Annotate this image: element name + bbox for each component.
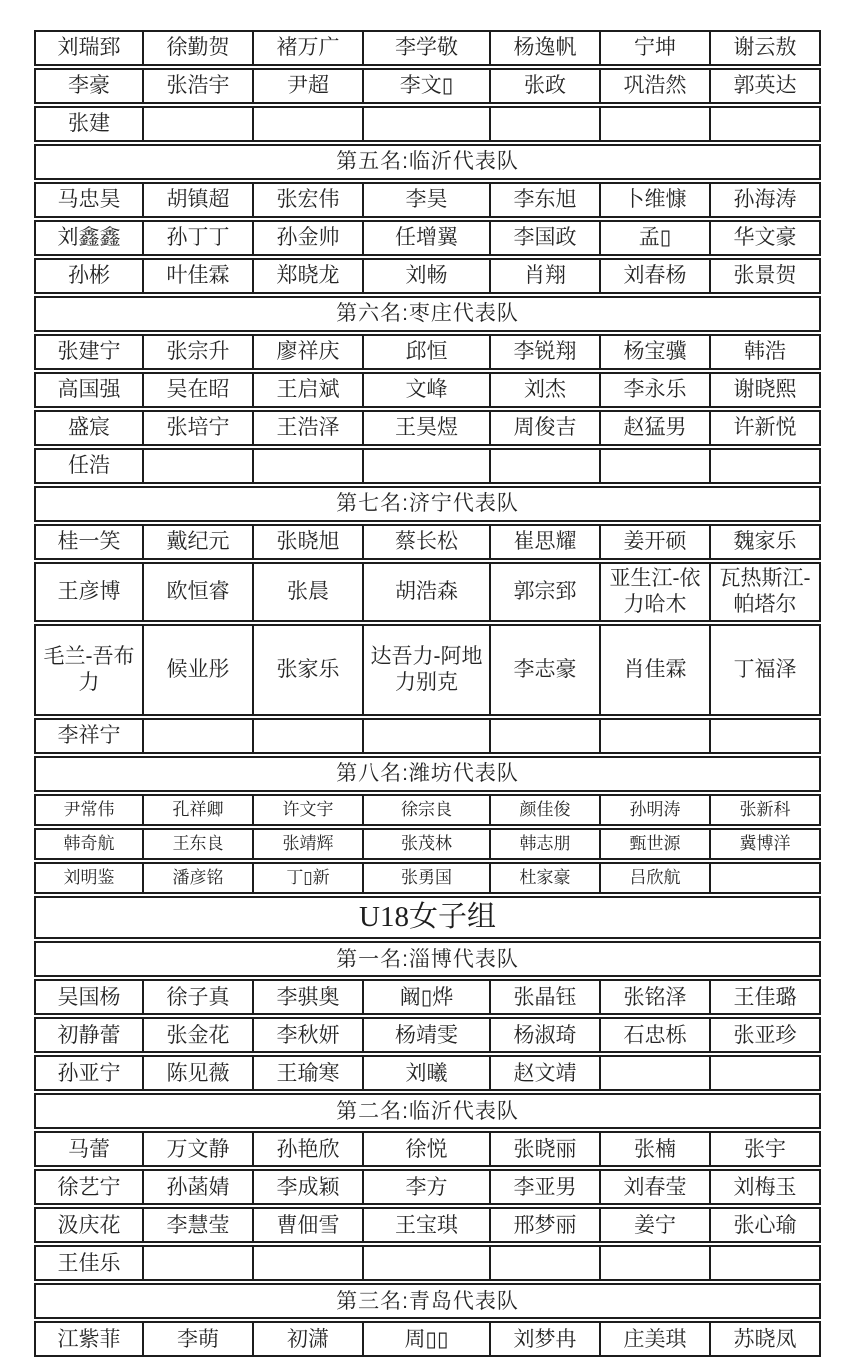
name-cell: 桂一笑 — [34, 524, 144, 560]
section-header-row — [34, 1283, 821, 1319]
name-cell: 李昊 — [364, 182, 491, 218]
name-cell: 徐宗良 — [364, 794, 491, 826]
section-title: 第八名:潍坊代表队 — [34, 756, 821, 792]
empty-cell — [144, 718, 254, 754]
name-cell: 初静蕾 — [34, 1017, 144, 1053]
name-cell: 廖祥庆 — [254, 334, 364, 370]
section-header-row — [34, 941, 821, 977]
section-header-row — [34, 144, 821, 180]
empty-cell — [711, 448, 821, 484]
name-cell: 李豪 — [34, 68, 144, 104]
name-cell: 刘鑫鑫 — [34, 220, 144, 256]
section-title: 第七名:济宁代表队 — [34, 486, 821, 522]
name-cell: 王彦博 — [34, 562, 144, 622]
section-title: 第二名:临沂代表队 — [34, 1093, 821, 1129]
name-cell: 李东旭 — [491, 182, 601, 218]
name-cell: 谢晓熙 — [711, 372, 821, 408]
name-cell: 魏家乐 — [711, 524, 821, 560]
name-cell: 张新科 — [711, 794, 821, 826]
group-title: U18女子组 — [34, 896, 821, 939]
name-cell: 汲庆花 — [34, 1207, 144, 1243]
table-row — [34, 106, 821, 142]
name-cell: 刘梅玉 — [711, 1169, 821, 1205]
name-cell: 李锐翔 — [491, 334, 601, 370]
name-cell: 李志豪 — [491, 624, 601, 716]
empty-cell — [254, 718, 364, 754]
name-cell: 吕欣航 — [601, 862, 711, 894]
name-cell: 李方 — [364, 1169, 491, 1205]
name-cell: 华文豪 — [711, 220, 821, 256]
name-cell: 欧恒睿 — [144, 562, 254, 622]
table-row — [34, 1207, 821, 1243]
table-row — [34, 794, 821, 826]
name-cell: 孙亚宁 — [34, 1055, 144, 1091]
name-cell: 徐悦 — [364, 1131, 491, 1167]
name-cell: 瓦热斯江-帕塔尔 — [711, 562, 821, 622]
name-cell: 李永乐 — [601, 372, 711, 408]
name-cell: 杨靖雯 — [364, 1017, 491, 1053]
name-cell: 周俊吉 — [491, 410, 601, 446]
empty-cell — [364, 448, 491, 484]
name-cell: 张亚珍 — [711, 1017, 821, 1053]
name-cell: 张铭泽 — [601, 979, 711, 1015]
table-row — [34, 372, 821, 408]
name-cell: 孙彬 — [34, 258, 144, 294]
name-cell: 周▯▯ — [364, 1321, 491, 1357]
name-cell: 李国政 — [491, 220, 601, 256]
name-cell: 任增翼 — [364, 220, 491, 256]
empty-cell — [254, 106, 364, 142]
section-title: 第一名:淄博代表队 — [34, 941, 821, 977]
table-row — [34, 718, 821, 754]
section-header-row — [34, 1093, 821, 1129]
name-cell: 韩奇航 — [34, 828, 144, 860]
name-cell: 赵猛男 — [601, 410, 711, 446]
name-cell: 刘瑞郅 — [34, 30, 144, 66]
name-cell: 徐子真 — [144, 979, 254, 1015]
table-row — [34, 448, 821, 484]
name-cell: 韩浩 — [711, 334, 821, 370]
name-cell: 胡镇超 — [144, 182, 254, 218]
name-cell: 张晨 — [254, 562, 364, 622]
name-cell: 孙艳欣 — [254, 1131, 364, 1167]
empty-cell — [711, 1055, 821, 1091]
table-row — [34, 828, 821, 860]
table-row — [34, 1131, 821, 1167]
name-cell: 张宏伟 — [254, 182, 364, 218]
name-cell: 邱恒 — [364, 334, 491, 370]
empty-cell — [601, 1245, 711, 1281]
name-cell: 崔思耀 — [491, 524, 601, 560]
name-cell: 王东良 — [144, 828, 254, 860]
name-cell: 颜佳俊 — [491, 794, 601, 826]
name-cell: 刘春莹 — [601, 1169, 711, 1205]
section-title: 第五名:临沂代表队 — [34, 144, 821, 180]
name-cell: 王宝琪 — [364, 1207, 491, 1243]
name-cell: 盛宸 — [34, 410, 144, 446]
empty-cell — [711, 718, 821, 754]
name-cell: 张景贺 — [711, 258, 821, 294]
name-cell: 达吾力-阿地力别克 — [364, 624, 491, 716]
name-cell: 张建宁 — [34, 334, 144, 370]
name-cell: 褚万广 — [254, 30, 364, 66]
name-cell: 赵文靖 — [491, 1055, 601, 1091]
name-cell: 孔祥卿 — [144, 794, 254, 826]
name-cell: 李文▯ — [364, 68, 491, 104]
name-cell: 刘明鉴 — [34, 862, 144, 894]
name-cell: 张建 — [34, 106, 144, 142]
name-cell: 戴纪元 — [144, 524, 254, 560]
name-cell: 李骐奥 — [254, 979, 364, 1015]
name-cell: 王佳璐 — [711, 979, 821, 1015]
name-cell: 张心瑜 — [711, 1207, 821, 1243]
name-cell: 宁坤 — [601, 30, 711, 66]
name-cell: 张晓旭 — [254, 524, 364, 560]
name-cell: 姜开硕 — [601, 524, 711, 560]
table-row — [34, 1245, 821, 1281]
table-row — [34, 1055, 821, 1091]
roster-table-body — [34, 30, 821, 1357]
empty-cell — [364, 718, 491, 754]
name-cell: 亚生江-依力哈木 — [601, 562, 711, 622]
empty-cell — [364, 106, 491, 142]
name-cell: 王浩泽 — [254, 410, 364, 446]
name-cell: 孙丁丁 — [144, 220, 254, 256]
empty-cell — [491, 1245, 601, 1281]
name-cell: 肖翔 — [491, 258, 601, 294]
name-cell: 庄美琪 — [601, 1321, 711, 1357]
table-row — [34, 979, 821, 1015]
empty-cell — [144, 1245, 254, 1281]
name-cell: 王启斌 — [254, 372, 364, 408]
name-cell: 王昊煜 — [364, 410, 491, 446]
name-cell: 李学敬 — [364, 30, 491, 66]
name-cell: 石忠栎 — [601, 1017, 711, 1053]
table-row — [34, 624, 821, 716]
section-header-row — [34, 756, 821, 792]
name-cell: 苏晓凤 — [711, 1321, 821, 1357]
name-cell: 刘杰 — [491, 372, 601, 408]
section-title: 第三名:青岛代表队 — [34, 1283, 821, 1319]
table-row — [34, 1321, 821, 1357]
name-cell: 刘曦 — [364, 1055, 491, 1091]
name-cell: 郭英达 — [711, 68, 821, 104]
name-cell: 张浩宇 — [144, 68, 254, 104]
empty-cell — [711, 862, 821, 894]
table-row — [34, 30, 821, 66]
name-cell: 姜宁 — [601, 1207, 711, 1243]
name-cell: 冀博洋 — [711, 828, 821, 860]
empty-cell — [144, 106, 254, 142]
name-cell: 潘彦铭 — [144, 862, 254, 894]
name-cell: 江紫菲 — [34, 1321, 144, 1357]
name-cell: 郑晓龙 — [254, 258, 364, 294]
name-cell: 孙海涛 — [711, 182, 821, 218]
name-cell: 李慧莹 — [144, 1207, 254, 1243]
name-cell: 孙明涛 — [601, 794, 711, 826]
name-cell: 李秋妍 — [254, 1017, 364, 1053]
name-cell: 孙菡婧 — [144, 1169, 254, 1205]
name-cell: 文峰 — [364, 372, 491, 408]
roster-table — [34, 28, 821, 1359]
name-cell: 张靖辉 — [254, 828, 364, 860]
name-cell: 张晶钰 — [491, 979, 601, 1015]
table-row — [34, 220, 821, 256]
name-cell: 徐勤贺 — [144, 30, 254, 66]
name-cell: 孟▯ — [601, 220, 711, 256]
name-cell: 邢梦丽 — [491, 1207, 601, 1243]
name-cell: 叶佳霖 — [144, 258, 254, 294]
name-cell: 肖佳霖 — [601, 624, 711, 716]
empty-cell — [601, 718, 711, 754]
name-cell: 张家乐 — [254, 624, 364, 716]
name-cell: 尹超 — [254, 68, 364, 104]
name-cell: 张晓丽 — [491, 1131, 601, 1167]
empty-cell — [711, 1245, 821, 1281]
empty-cell — [254, 448, 364, 484]
name-cell: 吴国杨 — [34, 979, 144, 1015]
table-row — [34, 524, 821, 560]
name-cell: 马忠昊 — [34, 182, 144, 218]
name-cell: 曹佃雪 — [254, 1207, 364, 1243]
name-cell: 刘梦冉 — [491, 1321, 601, 1357]
name-cell: 张金花 — [144, 1017, 254, 1053]
name-cell: 许新悦 — [711, 410, 821, 446]
name-cell: 张政 — [491, 68, 601, 104]
empty-cell — [601, 106, 711, 142]
name-cell: 陈见薇 — [144, 1055, 254, 1091]
empty-cell — [491, 448, 601, 484]
name-cell: 李萌 — [144, 1321, 254, 1357]
name-cell: 谢云敖 — [711, 30, 821, 66]
name-cell: 郭宗郅 — [491, 562, 601, 622]
name-cell: 张宗升 — [144, 334, 254, 370]
name-cell: 杨逸帆 — [491, 30, 601, 66]
name-cell: 张楠 — [601, 1131, 711, 1167]
name-cell: 杨淑琦 — [491, 1017, 601, 1053]
name-cell: 韩志朋 — [491, 828, 601, 860]
name-cell: 丁▯新 — [254, 862, 364, 894]
table-row — [34, 182, 821, 218]
name-cell: 甄世源 — [601, 828, 711, 860]
name-cell: 毛兰-吾布力 — [34, 624, 144, 716]
name-cell: 刘春杨 — [601, 258, 711, 294]
table-row — [34, 1017, 821, 1053]
empty-cell — [144, 448, 254, 484]
table-row — [34, 862, 821, 894]
name-cell: 张宇 — [711, 1131, 821, 1167]
table-row — [34, 68, 821, 104]
table-row — [34, 334, 821, 370]
table-row — [34, 410, 821, 446]
table-row — [34, 1169, 821, 1205]
name-cell: 徐艺宁 — [34, 1169, 144, 1205]
name-cell: 王瑜寒 — [254, 1055, 364, 1091]
name-cell: 张茂林 — [364, 828, 491, 860]
empty-cell — [254, 1245, 364, 1281]
empty-cell — [491, 718, 601, 754]
name-cell: 李亚男 — [491, 1169, 601, 1205]
name-cell: 杜家豪 — [491, 862, 601, 894]
name-cell: 孙金帅 — [254, 220, 364, 256]
empty-cell — [601, 1055, 711, 1091]
section-title: 第六名:枣庄代表队 — [34, 296, 821, 332]
name-cell: 任浩 — [34, 448, 144, 484]
name-cell: 李祥宁 — [34, 718, 144, 754]
name-cell: 丁福泽 — [711, 624, 821, 716]
name-cell: 巩浩然 — [601, 68, 711, 104]
name-cell: 万文静 — [144, 1131, 254, 1167]
empty-cell — [601, 448, 711, 484]
name-cell: 候业彤 — [144, 624, 254, 716]
table-row — [34, 258, 821, 294]
group-header-row — [34, 896, 821, 939]
name-cell: 许文宇 — [254, 794, 364, 826]
name-cell: 胡浩森 — [364, 562, 491, 622]
name-cell: 阚▯烨 — [364, 979, 491, 1015]
section-header-row — [34, 296, 821, 332]
name-cell: 张培宁 — [144, 410, 254, 446]
name-cell: 李成颖 — [254, 1169, 364, 1205]
name-cell: 初潇 — [254, 1321, 364, 1357]
empty-cell — [711, 106, 821, 142]
name-cell: 高国强 — [34, 372, 144, 408]
section-header-row — [34, 486, 821, 522]
name-cell: 王佳乐 — [34, 1245, 144, 1281]
name-cell: 卜维慷 — [601, 182, 711, 218]
name-cell: 杨宝骥 — [601, 334, 711, 370]
name-cell: 张勇国 — [364, 862, 491, 894]
empty-cell — [491, 106, 601, 142]
name-cell: 尹常伟 — [34, 794, 144, 826]
name-cell: 蔡长松 — [364, 524, 491, 560]
empty-cell — [364, 1245, 491, 1281]
name-cell: 刘畅 — [364, 258, 491, 294]
name-cell: 吴在昭 — [144, 372, 254, 408]
name-cell: 马蕾 — [34, 1131, 144, 1167]
table-row — [34, 562, 821, 622]
